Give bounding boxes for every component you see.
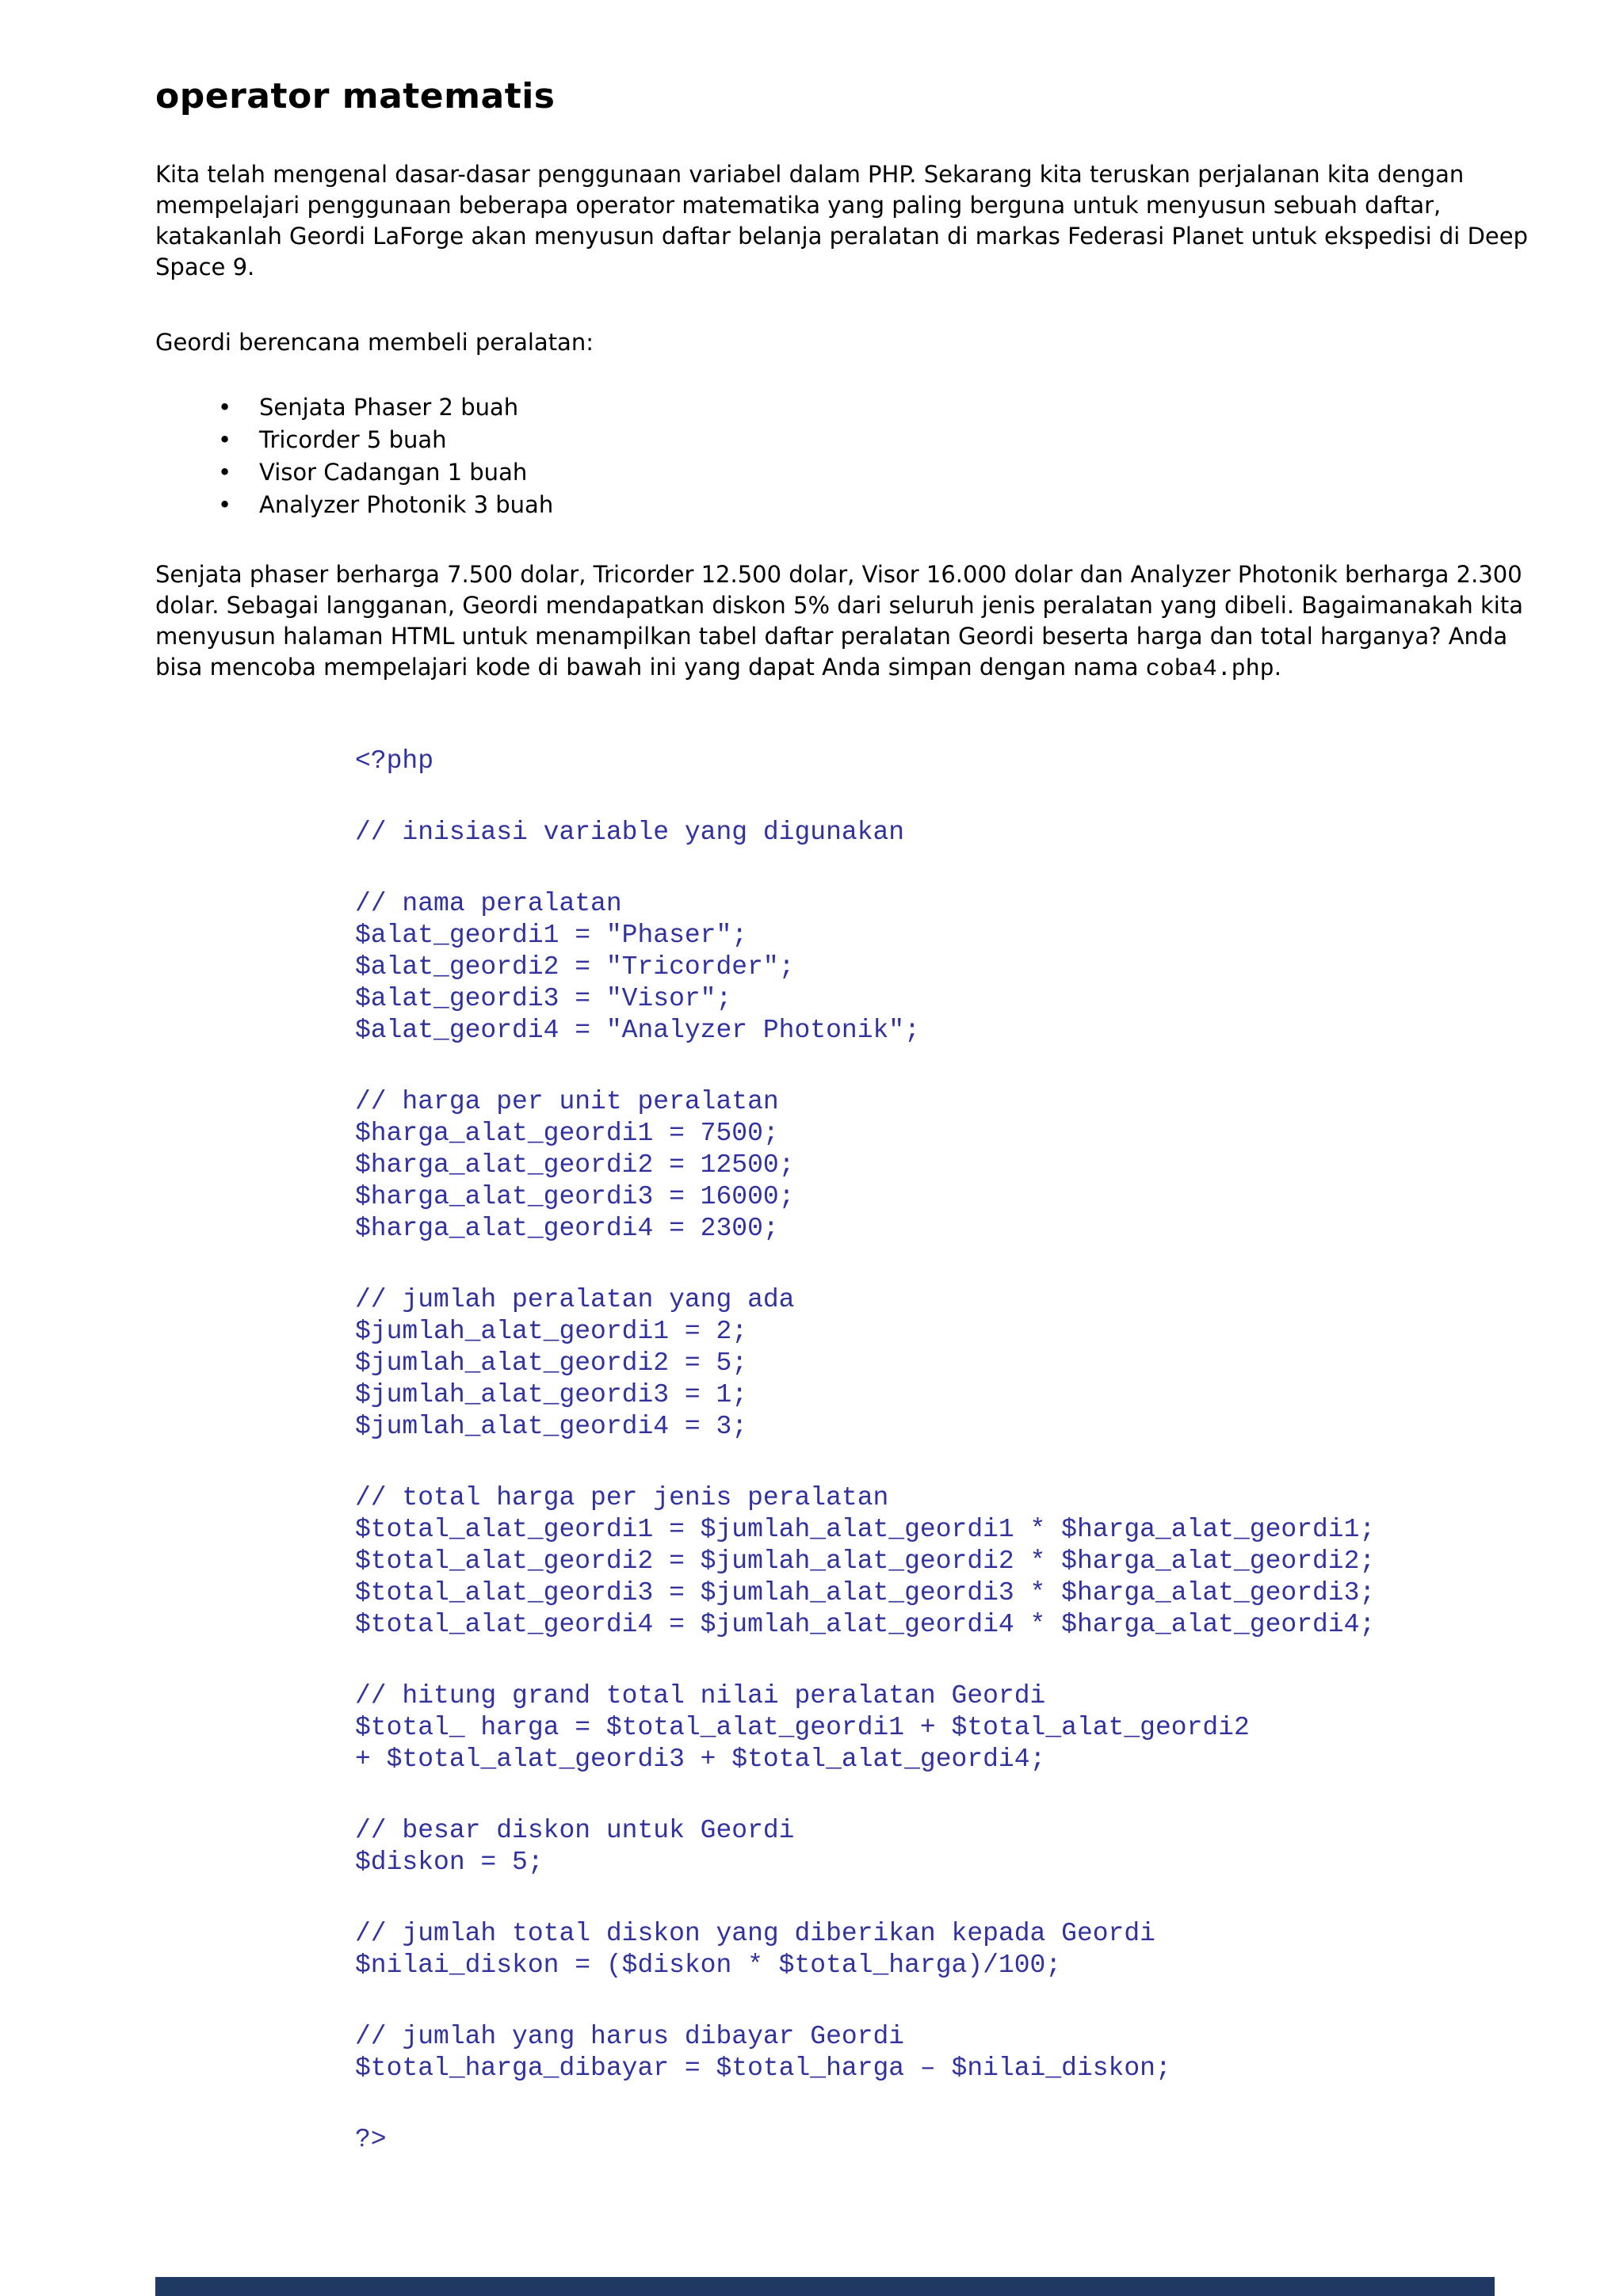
code-line xyxy=(355,1047,1544,1086)
code-line: // jumlah peralatan yang ada xyxy=(355,1285,795,1314)
code-line: $total_ harga = $total_alat_geordi1 + $total_alat_geordi2 xyxy=(355,1713,1250,1742)
code-line: // jumlah yang harus dibayar Geordi xyxy=(355,2022,905,2051)
code-line xyxy=(355,777,1544,817)
document-content xyxy=(155,76,1544,2156)
code-line: // nama peralatan xyxy=(355,889,622,918)
cut-off-table-header-bar xyxy=(155,2277,1495,2296)
code-line: $total_alat_geordi2 = $jumlah_alat_geordi2 * $harga_alat_geordi2; xyxy=(355,1547,1376,1576)
code-line: // jumlah total diskon yang diberikan kepada Geordi xyxy=(355,1919,1155,1948)
code-line: // besar diskon untuk Geordi xyxy=(355,1816,795,1845)
code-line xyxy=(355,1981,1544,2021)
code-line: $total_harga_dibayar = $total_harga – $nilai_diskon; xyxy=(355,2054,1171,2083)
code-line: <?php xyxy=(355,746,434,776)
code-line: $harga_alat_geordi3 = 16000; xyxy=(355,1182,795,1211)
code-line: $alat_geordi3 = "Visor"; xyxy=(355,984,732,1013)
code-line: // total harga per jenis peralatan xyxy=(355,1483,889,1512)
code-line xyxy=(355,1775,1544,1815)
code-line xyxy=(355,1878,1544,1918)
code-line: $harga_alat_geordi4 = 2300; xyxy=(355,1214,779,1243)
equipment-list xyxy=(155,391,1544,521)
code-line: $alat_geordi1 = "Phaser"; xyxy=(355,921,748,950)
code-line xyxy=(355,1245,1544,1284)
pricing-paragraph xyxy=(155,559,1544,685)
code-line: // harga per unit peralatan xyxy=(355,1087,779,1116)
code-line: ?> xyxy=(355,2125,387,2154)
plan-intro-paragraph: Geordi berencana membeli peralatan: xyxy=(155,329,594,356)
pricing-text-end: . xyxy=(1274,654,1281,681)
code-line: $jumlah_alat_geordi2 = 5; xyxy=(355,1348,748,1378)
equipment-list-item: • Senjata Phaser 2 buah xyxy=(155,391,1544,424)
php-code-block xyxy=(355,746,1544,2156)
code-line: $alat_geordi4 = "Analyzer Photonik"; xyxy=(355,1016,920,1045)
code-line: $diskon = 5; xyxy=(355,1848,544,1877)
code-line: $total_alat_geordi1 = $jumlah_alat_geordi1 * $harga_alat_geordi1; xyxy=(355,1515,1376,1544)
page-title: operator matematis xyxy=(155,76,556,116)
code-line xyxy=(355,1641,1544,1680)
equipment-list-item: • Tricorder 5 buah xyxy=(155,424,1544,456)
equipment-list-item: • Visor Cadangan 1 buah xyxy=(155,456,1544,489)
code-line xyxy=(355,1443,1544,1482)
code-line: $harga_alat_geordi1 = 7500; xyxy=(355,1119,779,1148)
code-line: + $total_alat_geordi3 + $total_alat_geordi4; xyxy=(355,1745,1046,1774)
code-line xyxy=(355,849,1544,888)
code-line: $harga_alat_geordi2 = 12500; xyxy=(355,1150,795,1180)
code-line: $jumlah_alat_geordi4 = 3; xyxy=(355,1412,748,1441)
code-line: // inisiasi variable yang digunakan xyxy=(355,818,905,847)
code-line: $total_alat_geordi4 = $jumlah_alat_geordi4 * $harga_alat_geordi4; xyxy=(355,1610,1376,1639)
code-line: $jumlah_alat_geordi1 = 2; xyxy=(355,1317,748,1346)
filename-inline-code: coba4.php xyxy=(1145,656,1274,683)
code-line: $alat_geordi2 = "Tricorder"; xyxy=(355,952,795,982)
code-line: $jumlah_alat_geordi3 = 1; xyxy=(355,1380,748,1409)
code-line: $nilai_diskon = ($diskon * $total_harga)/100; xyxy=(355,1951,1062,1980)
code-line: // hitung grand total nilai peralatan Geordi xyxy=(355,1681,1046,1711)
pricing-text: Senjata phaser berharga 7.500 dolar, Tricorder 12.500 dolar, Visor 16.000 dolar dan Analyzer Photonik berharga 2.300 dolar. Sebagai langganan, Geordi mendapatkan diskon 5% dari seluruh jenis peralatan yang dibeli. Bagaimanakah kita menyusun halaman HTML untuk menampilkan tabel daftar peralatan Geordi beserta harga dan total harganya? Anda bisa mencoba mempelajari kode di bawah ini yang dapat Anda simpan dengan nama xyxy=(155,561,1523,681)
code-line xyxy=(355,2084,1544,2124)
intro-paragraph: Kita telah mengenal dasar-dasar penggunaan variabel dalam PHP. Sekarang kita teruskan perjalanan kita dengan mempelajari penggunaan beberapa operator matematika yang paling berguna untuk menyusun sebuah daftar, katakanlah Geordi LaForge akan menyusun daftar belanja peralatan di markas Federasi Planet untuk ekspedisi di Deep Space 9. xyxy=(155,161,1528,280)
code-line: $total_alat_geordi3 = $jumlah_alat_geordi3 * $harga_alat_geordi3; xyxy=(355,1578,1376,1608)
equipment-list-item: • Analyzer Photonik 3 buah xyxy=(155,489,1544,521)
